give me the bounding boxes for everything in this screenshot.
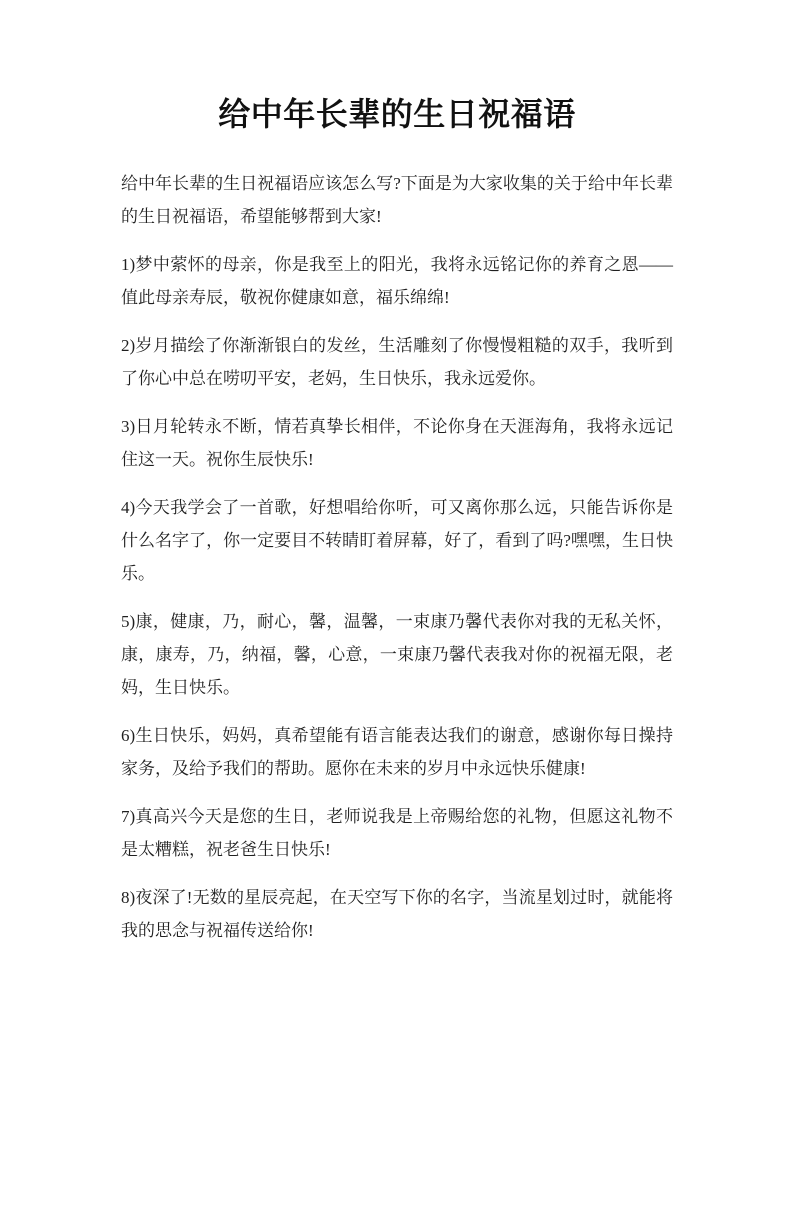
wish-paragraph-6: 6)生日快乐，妈妈，真希望能有语言能表达我们的谢意，感谢你每日操持家务，及给予我们的帮助。愿你在未来的岁月中永远快乐健康!: [121, 726, 673, 778]
wish-paragraph-5: 5)康，健康，乃，耐心，馨，温馨，一束康乃馨代表你对我的无私关怀，康，康寿，乃，纳福，馨，心意，一束康乃馨代表我对你的祝福无限，老妈，生日快乐。: [121, 612, 673, 697]
page-title: 给中年长辈的生日祝福语: [218, 96, 576, 132]
wish-paragraph-2: 2)岁月描绘了你渐渐银白的发丝，生活雕刻了你慢慢粗糙的双手，我听到了你心中总在唠叨平安，老妈，生日快乐，我永远爱你。: [121, 336, 673, 388]
intro-paragraph: 给中年长辈的生日祝福语应该怎么写?下面是为大家收集的关于给中年长辈的生日祝福语，希望能够帮到大家!: [121, 174, 673, 226]
wish-paragraph-8: 8)夜深了!无数的星辰亮起，在天空写下你的名字，当流星划过时，就能将我的思念与祝福传送给你!: [121, 888, 673, 940]
document-page: [0, 93, 793, 1215]
wish-paragraph-4: 4)今天我学会了一首歌，好想唱给你听，可又离你那么远，只能告诉你是什么名字了，你一定要目不转睛盯着屏幕，好了，看到了吗?嘿嘿，生日快乐。: [121, 498, 673, 583]
wish-paragraph-7: 7)真高兴今天是您的生日，老师说我是上帝赐给您的礼物，但愿这礼物不是太糟糕，祝老爸生日快乐!: [121, 807, 673, 859]
document-body: [121, 167, 673, 947]
wish-paragraph-1: 1)梦中萦怀的母亲，你是我至上的阳光，我将永远铭记你的养育之恩——值此母亲寿辰，敬祝你健康如意，福乐绵绵!: [121, 255, 673, 307]
wish-paragraph-3: 3)日月轮转永不断，情若真挚长相伴，不论你身在天涯海角，我将永远记住这一天。祝你生辰快乐!: [121, 417, 673, 469]
